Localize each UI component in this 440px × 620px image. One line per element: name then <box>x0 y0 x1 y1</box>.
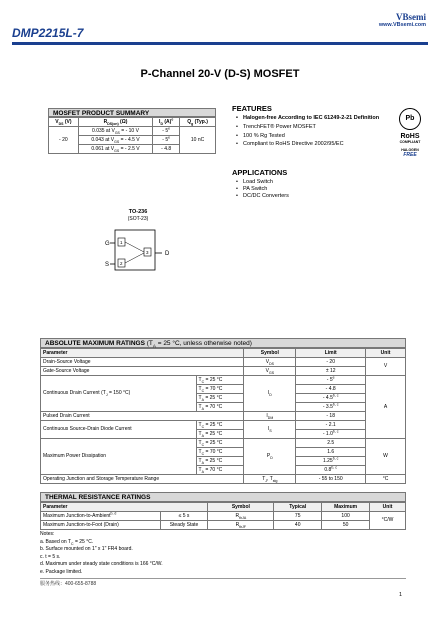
summary-row <box>49 127 216 136</box>
abs-max-header-row <box>41 349 406 358</box>
col-symbol: Symbol <box>244 349 296 358</box>
limit-cell: 2.5 <box>296 439 366 448</box>
cond-cell: $T_C = 25$ °C <box>196 439 244 448</box>
feature-item: • TrenchFET® Power MOSFET <box>236 124 386 131</box>
pin-d-label: D <box>165 251 170 257</box>
rds-value: 0.035 at $V_{GS}$ = - 10 V <box>78 127 153 136</box>
summary-table <box>48 117 216 154</box>
max-cell: 100 <box>322 512 370 521</box>
limit-cell: - 18 <box>296 412 366 421</box>
table-row <box>41 421 406 430</box>
table-row <box>41 367 406 376</box>
param-cell: Operating Junction and Storage Temperature Range <box>41 475 244 484</box>
unit-cell: °C/W <box>370 512 406 530</box>
param-cell: Drain-Source Voltage <box>41 358 244 367</box>
col-maximum: Maximum <box>322 503 370 512</box>
unit-cell: °C <box>366 475 406 484</box>
unit-cell: A <box>366 376 406 439</box>
cond-cell: Steady State <box>160 521 208 530</box>
cond-cell: ≤ 5 s <box>160 512 208 521</box>
brand-website: www.VBsemi.com <box>378 22 426 28</box>
features-heading: FEATURES <box>232 104 272 113</box>
col-unit: Unit <box>370 503 406 512</box>
applications-list <box>236 179 289 200</box>
symbol-cell: $T_J$, $T_{stg}$ <box>244 475 296 484</box>
param-cell: Gate-Source Voltage <box>41 367 244 376</box>
feature-item: • Compliant to RoHS Directive 2002/95/EC <box>236 141 386 148</box>
symbol-cell: $I_S$ <box>244 421 296 439</box>
limit-cell: ± 12 <box>296 367 366 376</box>
col-limit: Limit <box>296 349 366 358</box>
rohs-badge <box>390 108 430 158</box>
abs-max-table <box>40 348 406 484</box>
limit-cell: - 4.5$^{b, c}$ <box>296 394 366 403</box>
cond-cell: $T_C = 70$ °C <box>196 448 244 457</box>
cond-cell: $T_A = 25$ °C <box>196 394 244 403</box>
param-cell: Continuous Drain Current ($T_J = 150$ °C) <box>41 376 197 412</box>
param-cell: Pulsed Drain Current <box>41 412 244 421</box>
param-cell: Continuous Source-Drain Diode Current <box>41 421 197 439</box>
symbol-cell: $R_{thJF}$ <box>208 521 274 530</box>
table-row <box>41 358 406 367</box>
id-value: - 5e <box>153 127 180 136</box>
notes-block <box>40 531 163 577</box>
rds-value: 0.061 at $V_{GS}$ = - 2.5 V <box>78 145 153 154</box>
typ-cell: 75 <box>274 512 322 521</box>
brand-logo <box>379 12 426 28</box>
page-number: 1 <box>398 592 402 598</box>
sot23-pinout-diagram <box>100 226 190 276</box>
param-cell: Maximum Junction-to-Foot (Drain) <box>41 521 161 530</box>
brand-name: VBsemi <box>396 12 426 22</box>
thermal-heading: THERMAL RESISTANCE RATINGS <box>40 492 406 502</box>
features-list <box>236 115 386 150</box>
limit-cell: 0.8$^{b, c}$ <box>296 466 366 475</box>
rds-value: 0.043 at $V_{GS}$ = - 4.5 V <box>78 136 153 145</box>
vds-value: - 20 <box>49 127 79 154</box>
thermal-table <box>40 502 406 530</box>
pin-g-label: G <box>105 241 110 247</box>
symbol-cell: $I_D$ <box>244 376 296 412</box>
table-row <box>41 521 406 530</box>
cond-cell: $T_A = 70$ °C <box>196 466 244 475</box>
application-item: • PA Switch <box>236 186 289 193</box>
application-item: • Load Switch <box>236 179 289 186</box>
note-e: e. Package limited. <box>40 568 83 575</box>
cond-cell: $T_C = 70$ °C <box>196 385 244 394</box>
pin1-number: 1 <box>120 240 123 245</box>
summary-heading: MOSFET PRODUCT SUMMARY <box>48 108 216 117</box>
limit-cell: - 2.1 <box>296 421 366 430</box>
param-cell: Maximum Power Dissipation <box>41 439 197 475</box>
col-unit: Unit <box>366 349 406 358</box>
symbol-cell: $V_{GS}$ <box>244 367 296 376</box>
limit-cell: - 5e <box>296 376 366 385</box>
limit-cell: - 4.8 <box>296 385 366 394</box>
col-rds: $R_{DS(on)}$ (Ω) <box>78 118 153 127</box>
table-row <box>41 512 406 521</box>
package-subname: (SOT-23) <box>127 216 149 222</box>
feature-item: • 100 % Rg Tested <box>236 133 386 140</box>
halogen-label: HALOGEN <box>401 148 419 152</box>
rohs-label: RoHS <box>400 133 420 140</box>
limit-cell: - 3.5$^{b, c}$ <box>296 403 366 412</box>
symbol-cell: $I_{DM}$ <box>244 412 296 421</box>
abs-max-heading: ABSOLUTE MAXIMUM RATINGS ($T_A = 25$ °C, unless otherwise noted) <box>40 338 406 348</box>
rohs-compliant: COMPLIANT <box>399 140 421 144</box>
service-hotline: 服务热线：400-655-8788 <box>40 581 97 587</box>
qg-value: 10 nC <box>180 127 216 154</box>
col-id: $I_D$ $(A)^e$ <box>153 118 180 127</box>
summary-header-row <box>49 118 216 127</box>
notes-heading: Notes: <box>40 531 55 537</box>
col-symbol: Symbol <box>208 503 274 512</box>
symbol-cell: $R_{thJA}$ <box>208 512 274 521</box>
note-a: a. Based on $T_C = 25$ °C. <box>40 538 94 546</box>
col-qg: $Q_g$ (Typ.) <box>180 118 216 127</box>
limit-cell: - 1.0$^{b, c}$ <box>296 430 366 439</box>
note-d: d. Maximum under steady state conditions is 166 °C/W. <box>40 561 163 568</box>
cond-cell: $T_A = 70$ °C <box>196 403 244 412</box>
unit-cell: V <box>366 358 406 376</box>
pin-s-label: S <box>105 262 110 268</box>
table-row <box>41 376 406 385</box>
applications-heading: APPLICATIONS <box>232 168 288 177</box>
unit-cell: W <box>366 439 406 475</box>
param-cell: Maximum Junction-to-Ambient$^{b, d}$ <box>41 512 161 521</box>
id-value: - 5e <box>153 136 180 145</box>
limit-cell: - 20 <box>296 358 366 367</box>
limit-cell: 1.25$^{b, c}$ <box>296 457 366 466</box>
max-cell: 50 <box>322 521 370 530</box>
pin2-number: 2 <box>120 261 123 266</box>
table-row <box>41 412 406 421</box>
symbol-cell: $V_{DS}$ <box>244 358 296 367</box>
table-row <box>41 439 406 448</box>
col-typical: Typical <box>274 503 322 512</box>
pb-free-icon: Pb <box>399 108 421 130</box>
note-c: c. t = 5 s. <box>40 553 61 560</box>
limit-cell: - 55 to 150 <box>296 475 366 484</box>
col-vds: $V_{DS}$ (V) <box>49 118 79 127</box>
thermal-header-row <box>41 503 406 512</box>
free-label: FREE <box>403 152 417 158</box>
pin3-number: 3 <box>146 250 149 255</box>
col-parameter: Parameter <box>41 349 244 358</box>
feature-item: • Halogen-free According to IEC 61249-2-21 Definition <box>236 115 386 122</box>
header-rule <box>12 42 428 45</box>
typ-cell: 40 <box>274 521 322 530</box>
cond-cell: $T_C = 25$ °C <box>196 421 244 430</box>
document-title: P-Channel 20-V (D-S) MOSFET <box>140 68 300 80</box>
col-parameter: Parameter <box>41 503 208 512</box>
note-b: b. Surface mounted on 1" x 1" FR4 board. <box>40 546 133 553</box>
cond-cell: $T_A = 25$ °C <box>196 430 244 439</box>
cond-cell: $T_C = 25$ °C <box>196 376 244 385</box>
symbol-cell: $P_D$ <box>244 439 296 475</box>
application-item: • DC/DC Converters <box>236 193 289 200</box>
cond-cell: $T_A = 25$ °C <box>196 457 244 466</box>
part-number: DMP2215L-7 <box>12 26 84 40</box>
table-row <box>41 475 406 484</box>
id-value: - 4.8 <box>153 145 180 154</box>
footer-rule <box>40 578 406 579</box>
limit-cell: 1.6 <box>296 448 366 457</box>
package-name: TO-236 <box>128 209 148 215</box>
